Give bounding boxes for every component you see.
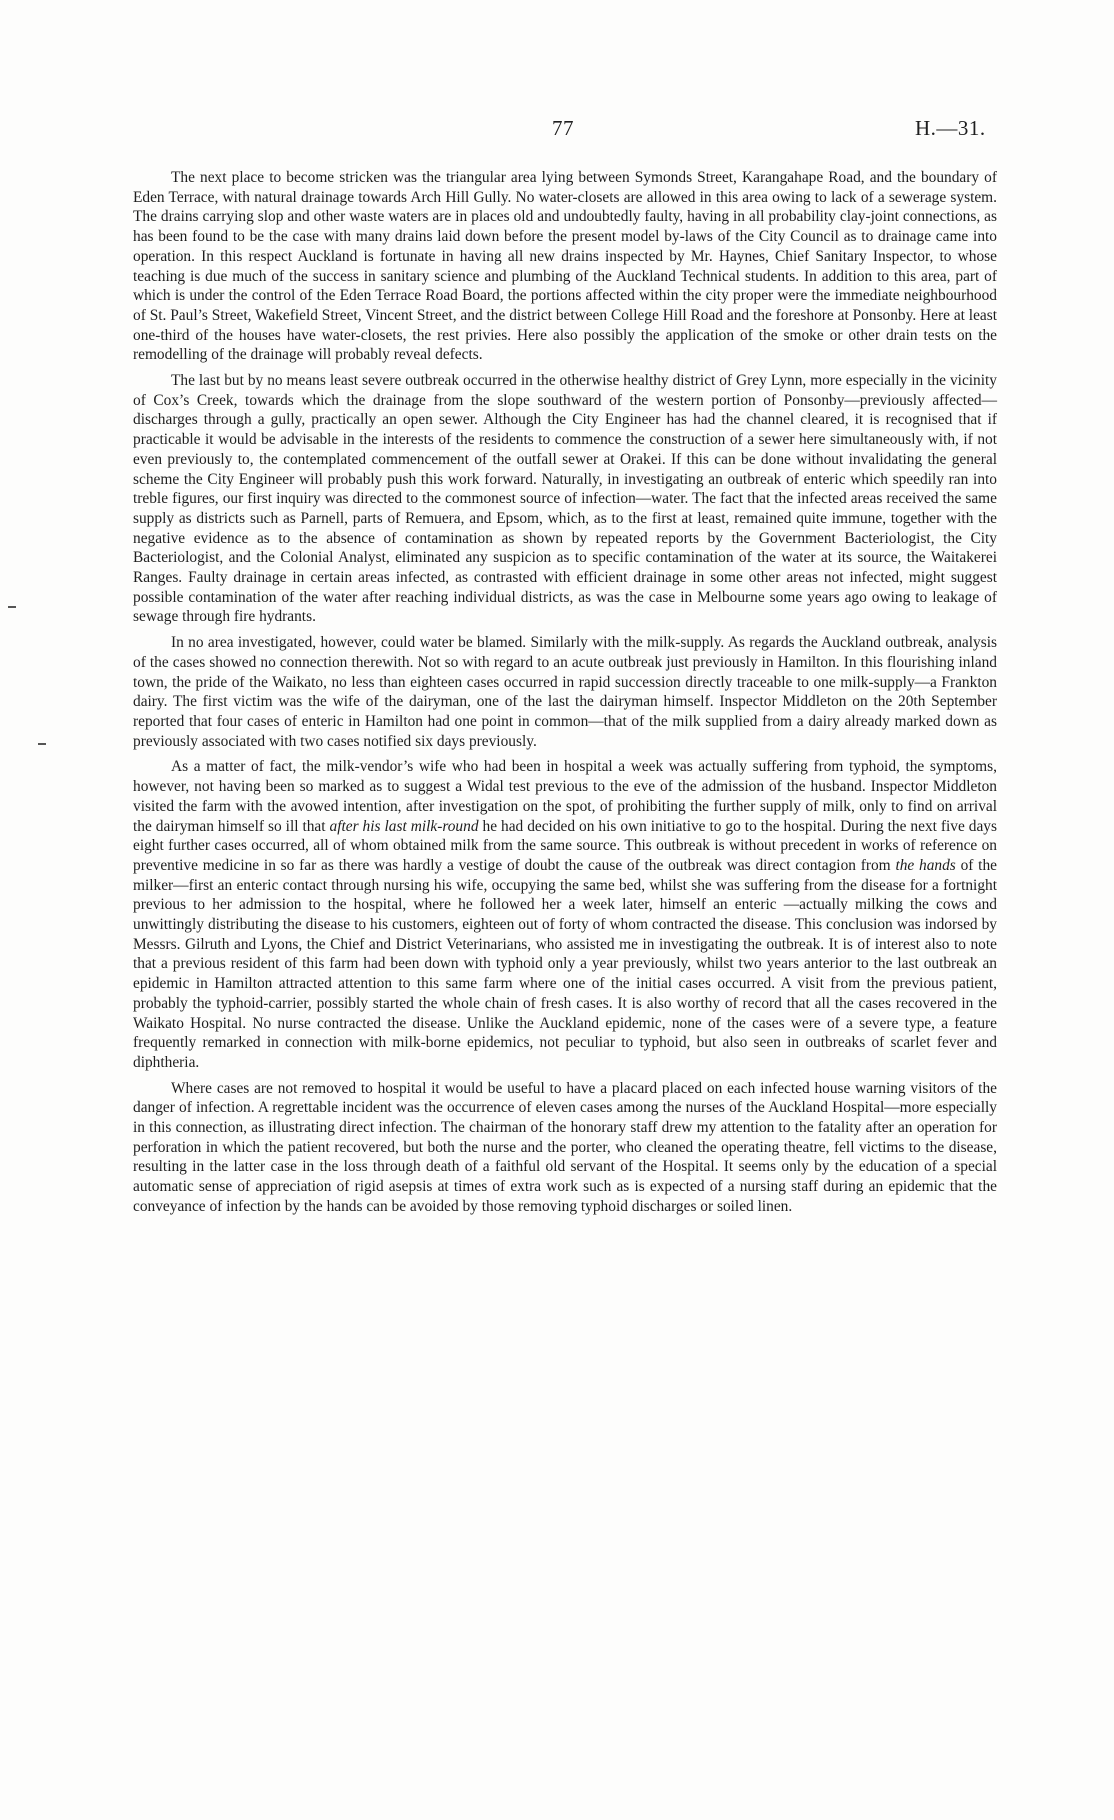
text-run: In no area investigated, however, could water be blamed. Similarly with the milk-supply. As regards the Auckland outbreak, analysis of the cases showed no connection therewith. Not so with regard to an acute outbreak just previously in Hamilton. In this flourishing inland town, the pride of the Waikato, no less than eighteen cases occurred in rapid succession directly traceable to one milk-supply—a Frankton dairy. The first victim was the wife of the dairyman, one of the last the dairyman himself. Inspector Middleton on the 20th September reported that four cases of enteric in Hamilton had one point in common—that of the milk supplied from a dairy already marked down as previously associated with two cases notified six days previously.	[133, 634, 997, 750]
text-run: As a matter of fact, the milk-vendor’s wife who had been in hospital a week was actually suffering from typhoid, the symptoms, however, not having been so marked as to suggest a Widal test previous to the eve of the admission of the husband. Inspector Middleton visited the farm with the avowed intention, after investigation on the spot, of prohibiting the further supply of milk, only to find on arrival the dairyman himself so ill that	[133, 758, 997, 835]
margin-mark	[8, 606, 16, 608]
italic-text: after his last milk-round	[329, 817, 479, 835]
paragraph	[133, 757, 997, 1072]
page-header	[0, 116, 1114, 146]
page-number: 77	[552, 116, 574, 140]
text-run: Where cases are not removed to hospital it would be useful to have a placard placed on each infected house warning visitors of the danger of infection. A regrettable incident was the occurrence of eleven cases among the nurses of the Auckland Hospital—more especially in this connection, as illustrating direct infection. The chairman of the honorary staff drew my attention to the fatality after an operation for perforation in which the patient recovered, but both the nurse and the porter, who cleaned the operating theatre, fell victims to the disease, resulting in the latter case in the loss through death of a faithful old servant of the Hospital. It seems only by the education of a special automatic sense of appreciation of rigid asepsis at times of extra work such as is expected of a nursing staff during an epidemic that the conveyance of infection by the hands can be avoided by those removing typhoid discharges or soiled linen.	[133, 1079, 997, 1215]
margin-mark	[38, 743, 46, 745]
text-run: The next place to become stricken was the triangular area lying between Symonds Street, Karangahape Road, and the boundary of Eden Terrace, with natural drainage towards Arch Hill Gully. No water-closets are allowed in this area owing to lack of a sewerage system. The drains carrying slop and other waste waters are in places old and undoubtedly faulty, having in all probability clay-joint connections, as has been found to be the case with many drains laid down before the present model by-laws of the City Council as to drainage came into operation. In this respect Auckland is fortunate in having all new drains inspected by Mr. Haynes, Chief Sanitary Inspector, to whose teaching is due much of the success in sanitary science and plumbing of the Auckland Technical students. In addition to this area, part of which is under the control of the Eden Terrace Road Board, the portions affected within the city proper were the immediate neighbourhood of St. Paul’s Street, Wakefield Street, Vincent Street, and the district between College Hill Road and the foreshore at Ponsonby. Here at least one-third of the houses have water-closets, the rest privies. Here also possibly the application of the smoke or other drain tests on the remodelling of the drainage will probably reveal defects.	[133, 169, 997, 364]
text-run: The last but by no means least severe outbreak occurred in the otherwise healthy district of Grey Lynn, more especially in the vicinity of Cox’s Creek, towards which the drainage from the slope southward of the western portion of Ponsonby—previously affected—discharges through a gully, practically an open sewer. Although the City Engineer has had the channel cleared, it is recognised that if practicable it would be advisable in the interests of the residents to commence the construction of a sewer here simultaneously with, if not even previously to, the contemplated commencement of the outfall sewer at Orakei. If this can be done without invalidating the general scheme the City Engineer will probably push this work forward. Naturally, in investigating an outbreak of enteric which speedily ran into treble figures, our first inquiry was directed to the commonest source of infection—water. The fact that the infected areas received the same supply as districts such as Parnell, parts of Remuera, and Epsom, which, as to the first at least, remained quite immune, together with the negative evidence as to the absence of contamination as shown by repeated reports by the Government Bacteriologist, the City Bacteriologist, and the Colonial Analyst, eliminated any suspicion as to specific contamination of the water at its source, the Waitakerei Ranges. Faulty drainage in certain areas infected, as contrasted with efficient drainage in some other areas not infected, might suggest possible contamination of the water after reaching individual districts, as was the case in Melbourne some years ago owing to leakage of sewage through fire hydrants.	[133, 372, 997, 626]
paragraph	[133, 1079, 997, 1217]
body-text	[133, 168, 997, 1223]
text-run: of the milker—first an enteric contact through nursing his wife, occupying the same bed, whilst she was suffering from the disease for a fortnight previous to her admission to the hospital, where he followed her a week later, himself an enteric —actually milking the cows and unwittingly distributing the disease to his customers, eighteen out of forty of whom contracted the disease. This conclusion was indorsed by Messrs. Gilruth and Lyons, the Chief and District Veterinarians, who assisted me in investigating the outbreak. It is of interest also to note that a previous resident of this farm had been down with typhoid only a year previously, whilst two years anterior to the last outbreak an epidemic in Hamilton attracted attention to this same farm where one of the initial cases occurred. A visit from the previous patient, probably the typhoid-carrier, possibly started the whole chain of fresh cases. It is also worthy of record that all the cases recovered in the Waikato Hospital. No nurse contracted the disease. Unlike the Auckland epidemic, none of the cases were of a severe type, a feature frequently remarked in connection with milk-borne epidemics, not peculiar to typhoid, but also seen in outbreaks of scarlet fever and diphtheria.	[133, 856, 997, 1071]
paragraph	[133, 168, 997, 365]
document-reference: H.—31.	[915, 116, 986, 140]
paragraph	[133, 371, 997, 627]
text-run: he had decided on his own initiative to go to the hospital. During the next five days eight further cases occurred, all of whom obtained milk from the same source. This outbreak is without precedent in works of reference on preventive medicine in so far as there was hardly a vestige of doubt the cause of the outbreak was direct contagion from	[133, 817, 997, 874]
paragraph	[133, 633, 997, 751]
italic-text: the hands	[895, 856, 956, 874]
